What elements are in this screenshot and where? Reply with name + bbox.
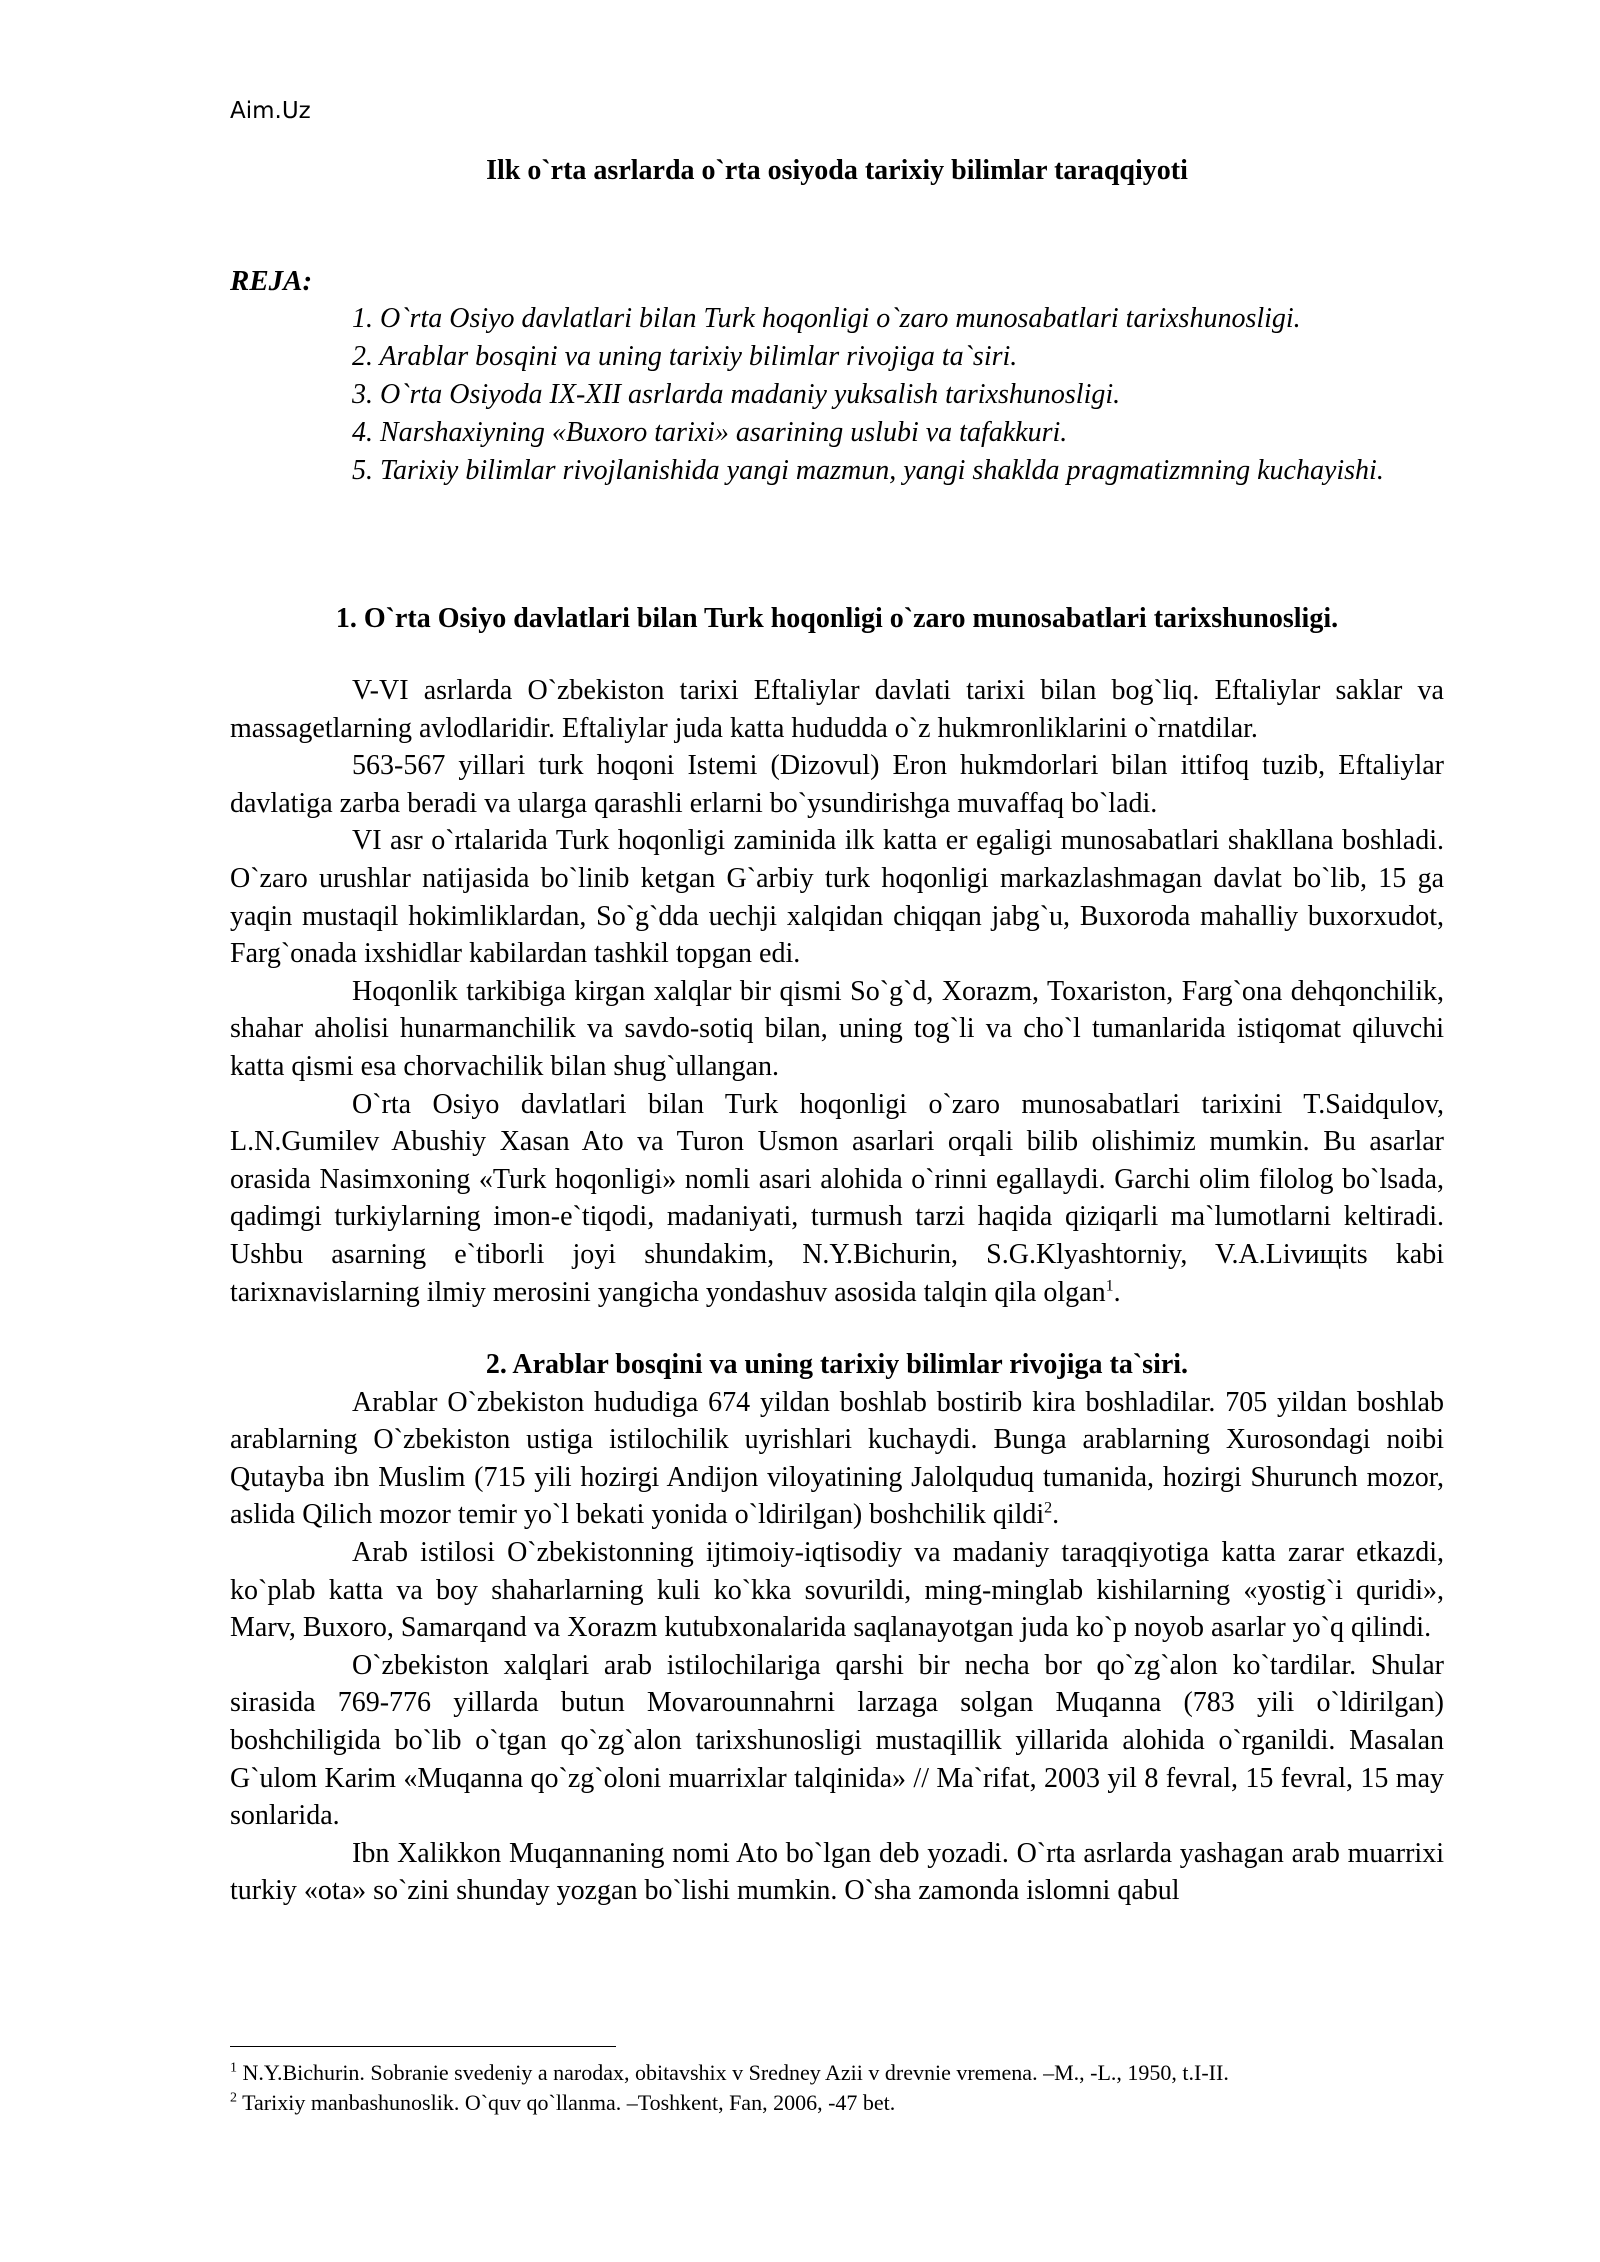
footnote-number: 2 [230,2090,237,2106]
paragraph-text: Arablar O`zbekiston hududiga 674 yildan boshlab bostirib kira boshladilar. 705 yildan boshlab arablarning O`zbekiston ustiga istilochilik uyrishlari kuchaydi. Bunga arablarning Xurosondagi noibi Qutayba ibn Muslim (715 yili hozirgi Andijon viloyatining Jalolquduq tumanida, hozirgi Shurunch mozor, aslida Qilich mozor temir yo`l bekati yonida o`ldirilgan) boshchilik qildi [230,1386,1444,1531]
plan-list [230,300,1460,490]
paragraph-text: O`rta Osiyo davlatlari bilan Turk hoqonligi o`zaro munosabatlari tarixini T.Saidqulov, L.N.Gumilev Abushiy Xasan Ato va Turon Usmon asarlari orqali bilib olishimiz mumkin. Bu asarlar orasida Nasimxoning «Turk hoqonligi» nomli asari alohida o`rinni egallaydi. Garchi olim filolog bo`lsada, qadimgi turkiylarning imon-e`tiqodi, madaniyati, turmush tarzi haqida qiziqarli ma`lumotlarni keltiradi. Ushbu asarning e`tiborli joyi shundakim, N.Y.Bichurin, S.G.Klyashtorniy, V.A.Livищits kabi tarixnavislarning ilmiy merosini yangicha yondashuv asosida talqin qila olgan [230,1088,1444,1308]
paragraph: Arab istilosi O`zbekistonning ijtimoiy-iqtisodiy va madaniy taraqqiyotiga katta zarar etkazdi, ko`plab katta va boy shaharlarning kuli ko`kka sovurildi, ming-minglab kishilarning «yostig`i quridi», Marv, Buxoro, Samarqand va Xorazm kutubxonalarida saqlanayotgan juda ko`p noyob asarlar yo`q qilindi. [230,1536,1444,1644]
plan-item: 1. O`rta Osiyo davlatlari bilan Turk hoqonligi o`zaro munosabatlari tarixshunosligi. [352,303,1301,334]
footnote [230,2088,1480,2118]
footnote [230,2058,1480,2088]
section-1-body [230,672,1444,1311]
paragraph: 563-567 yillari turk hoqoni Istemi (Dizovul) Eron hukmdorlari bilan ittifoq tuzib, Eftaliylar davlatiga zarba beradi va ularga qarashli erlarni bo`ysundirishga muvaffaq bo`ladi. [230,750,1444,819]
footnotes [230,2058,1480,2118]
plan-item: 5. Tarixiy bilimlar rivojlanishida yangi mazmun, yangi shaklda pragmatizmning kuchayishi. [352,455,1384,486]
footnote-number: 1 [230,2060,237,2076]
paragraph-tail: . [1113,1276,1121,1308]
paragraph: VI asr o`rtalarida Turk hoqonligi zaminida ilk katta er egaligi munosabatlari shakllana boshladi. O`zaro urushlar natijasida bo`linib ketgan G`arbiy turk hoqonligi markazlashmagan davlat bo`lib, 15 ga yaqin mustaqil hokimliklardan, So`g`dda uechji xalqidan chiqqan jabg`u, Buxoroda mahalliy buxorxudot, Farg`onada ixshidlar kabilardan tashkil topgan edi. [230,825,1444,970]
plan-item: 4. Narshaxiyning «Buxoro tarixi» asarining uslubi va tafakkuri. [352,417,1068,448]
site-header: Aim.Uz [230,98,311,124]
paragraph: Hoqonlik tarkibiga kirgan xalqlar bir qismi So`g`d, Xorazm, Toxariston, Farg`ona dehqonchilik, shahar aholisi hunarmanchilik va savdo-sotiq bilan, uning tog`li va cho`l tumanlarida istiqomat qiluvchi katta qismi esa chorvachilik bilan shug`ullangan. [230,975,1444,1082]
section-2 [230,1346,1444,1910]
footnote-ref-1[interactable]: 1 [1105,1277,1114,1295]
footnote-text: N.Y.Bichurin. Sobranie svedeniy a narodax, obitavshix v Sredney Azii v drevnie vremena. –M., -L., 1950, t.I-II. [242,2060,1229,2085]
section-heading-2: 2. Arablar bosqini va uning tarixiy bilimlar rivojiga ta`siri. [485,1349,1189,1380]
plan-item: 2. Arablar bosqini va uning tarixiy bilimlar rivojiga ta`siri. [352,341,1018,372]
paragraph: V-VI asrlarda O`zbekiston tarixi Eftaliylar davlati tarixi bilan bog`liq. Eftaliylar saklar va massagetlarning avlodlaridir. Eftaliylar juda katta hududda o`z hukmronliklarini o`rnatdilar. [230,675,1444,744]
section-2-body [230,1384,1444,1910]
section-heading-1: 1. O`rta Osiyo davlatlari bilan Turk hoqonligi o`zaro munosabatlari tarixshunosligi. [335,603,1339,634]
plan-item: 3. O`rta Osiyoda IX-XII asrlarda madaniy yuksalish tarixshunosligi. [352,379,1121,410]
document-title: Ilk o`rta asrlarda o`rta osiyoda tarixiy bilimlar taraqqiyoti [486,155,1188,186]
paragraph: Ibn Xalikkon Muqannaning nomi Ato bo`lgan deb yozadi. O`rta asrlarda yashagan arab muarrixi turkiy «ota» so`zini shunday yozgan bo`lishi mumkin. O`sha zamonda islomni qabul [230,1837,1444,1907]
footnote-text: Tarixiy manbashunoslik. O`quv qo`llanma. –Toshkent, Fan, 2006, -47 bet. [242,2090,896,2115]
paragraph [230,1086,1444,1312]
footnote-divider [230,2046,616,2047]
plan-label: REJA: [230,265,313,297]
paragraph: O`zbekiston xalqlari arab istilochilariga qarshi bir necha bor qo`zg`alon ko`tardilar. Shular sirasida 769-776 yillarda butun Movarounnahrni larzaga solgan Muqanna (783 yili o`ldirilgan) boshchiligida bo`lib o`tgan qo`zg`alon tarixshunosligi mustaqillik yillarida alohida o`rganildi. Masalan G`ulom Karim «Muqanna qo`zg`oloni muarrixlar talqinida» // Ma`rifat, 2003 yil 8 fevral, 15 fevral, 15 may sonlarida. [230,1649,1444,1832]
footnote-ref-2[interactable]: 2 [1044,1500,1053,1518]
paragraph [230,1384,1444,1534]
paragraph-tail: . [1052,1499,1060,1531]
